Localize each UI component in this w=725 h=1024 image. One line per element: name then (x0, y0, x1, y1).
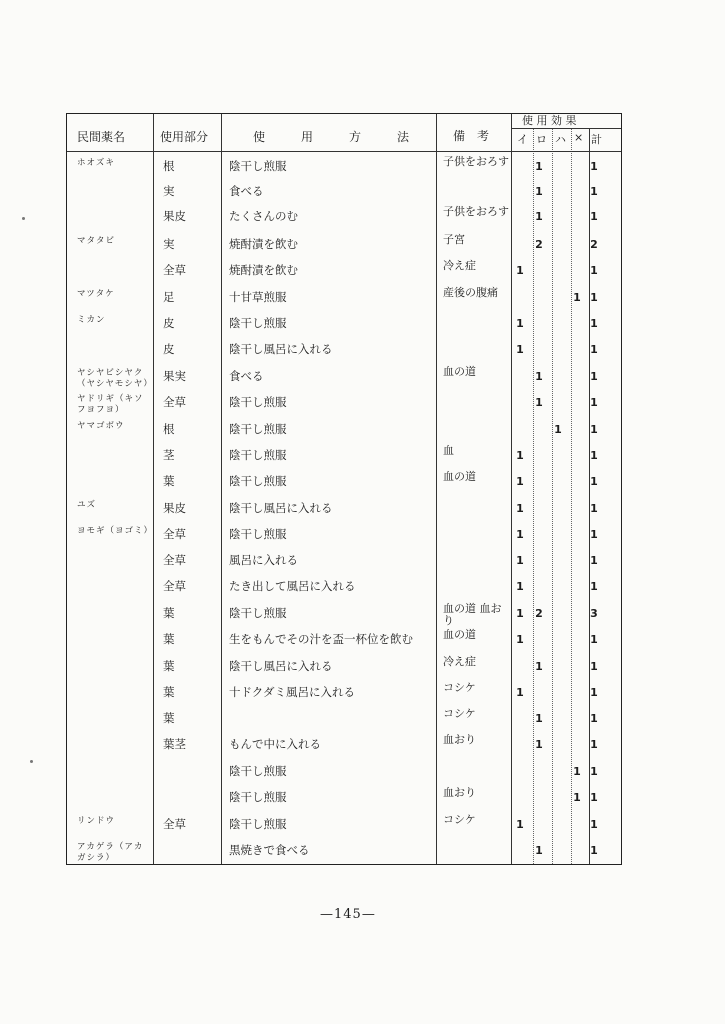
header-effect-group: 使 用 効 果 (522, 114, 577, 127)
usage-part: 全草 (163, 553, 186, 567)
effect-count: 1 (590, 660, 598, 673)
effect-count: 1 (535, 844, 543, 857)
effect-count: 1 (516, 343, 524, 356)
effect-count: 1 (535, 185, 543, 198)
herb-name: ヤドリギ（キソフヨフヨ） (77, 394, 144, 415)
effect-count: 1 (535, 210, 543, 223)
effect-count: 1 (590, 291, 598, 304)
usage-part: 葉 (163, 659, 175, 673)
herb-name: アカゲラ（アカガシラ） (77, 842, 144, 863)
usage-method: 十甘草煎服 (229, 290, 287, 304)
effect-count: 2 (535, 238, 543, 251)
usage-method: 陰干し煎服 (229, 395, 287, 409)
effect-count: 1 (590, 738, 598, 751)
herb-name: ヨモギ（ヨゴミ） (77, 526, 154, 536)
usage-method: 陰干し煎服 (229, 527, 287, 541)
header-effect-ro: ロ (536, 133, 547, 146)
usage-part: 茎 (163, 448, 175, 462)
effect-count: 1 (516, 317, 524, 330)
herb-name: マツタケ (77, 289, 115, 299)
effect-count: 1 (535, 712, 543, 725)
usage-method: 陰干し煎服 (229, 159, 287, 173)
effect-count: 1 (590, 554, 598, 567)
header-effect-i: イ (517, 133, 528, 146)
column-divider (436, 114, 437, 864)
usage-part: 皮 (163, 342, 175, 356)
header-bottom-line (67, 151, 621, 152)
effect-count: 1 (516, 633, 524, 646)
effect-count: 1 (573, 291, 581, 304)
usage-part: 全草 (163, 263, 186, 277)
page-number: —145— (320, 907, 376, 922)
usage-part: 根 (163, 422, 175, 436)
effect-count: 2 (590, 238, 598, 251)
effect-count: 1 (590, 370, 598, 383)
remarks: 子供をおろす (443, 205, 509, 218)
usage-part: 足 (163, 290, 175, 304)
column-divider (221, 114, 222, 864)
effect-count: 1 (590, 210, 598, 223)
effect-count: 1 (554, 423, 562, 436)
header-effect-total: 計 (591, 133, 602, 146)
remarks: 産後の腹痛 (443, 286, 498, 299)
effect-count: 1 (590, 686, 598, 699)
effect-count: 1 (516, 554, 524, 567)
herb-name: ヤマゴボウ (77, 421, 125, 431)
effect-count: 1 (590, 502, 598, 515)
usage-part: 果皮 (163, 209, 186, 223)
herb-name: マタタビ (77, 236, 116, 246)
effect-count: 1 (590, 185, 598, 198)
usage-method: 焼酎漬を飲む (229, 263, 298, 277)
usage-method: 陰干し煎服 (229, 448, 287, 462)
header-part: 使用部分 (160, 130, 209, 144)
remarks: コシケ (443, 681, 476, 694)
remarks: 子宮 (443, 233, 465, 246)
remarks: 冷え症 (443, 259, 476, 272)
herb-name: ユズ (77, 500, 97, 510)
usage-method: 十ドクダミ風呂に入れる (229, 685, 356, 699)
usage-method: 陰干し煎服 (229, 474, 287, 488)
remarks: 子供をおろす (443, 155, 509, 168)
margin-mark (22, 217, 25, 220)
effect-count: 1 (516, 818, 524, 831)
usage-part: 全草 (163, 817, 186, 831)
usage-method: 陰干し煎服 (229, 790, 287, 804)
effect-count: 1 (516, 449, 524, 462)
usage-part: 葉茎 (163, 737, 186, 751)
usage-method: 陰干し煎服 (229, 817, 287, 831)
usage-method: 陰干し風呂に入れる (229, 342, 333, 356)
remarks: 血おり (443, 786, 476, 799)
effect-count: 1 (590, 528, 598, 541)
effect-count: 1 (590, 264, 598, 277)
effect-count: 1 (590, 791, 598, 804)
usage-method: 焼酎漬を飲む (229, 237, 298, 251)
remarks: 血の道 (443, 365, 476, 378)
column-divider (153, 114, 154, 864)
usage-part: 皮 (163, 316, 175, 330)
usage-part: 葉 (163, 606, 175, 620)
herb-name: ミカン (77, 315, 106, 325)
effect-count: 1 (516, 528, 524, 541)
usage-method: 陰干し煎服 (229, 764, 287, 778)
remarks: 血おり (443, 733, 476, 746)
effect-count: 1 (516, 580, 524, 593)
remarks: コシケ (443, 813, 476, 826)
effect-count: 1 (516, 475, 524, 488)
usage-part: 実 (163, 237, 175, 251)
usage-part: 葉 (163, 685, 175, 699)
usage-method: 黒焼きで食べる (229, 843, 310, 857)
header-method: 使 用 方 法 (253, 130, 410, 144)
column-divider (511, 114, 512, 864)
usage-part: 果皮 (163, 501, 186, 515)
header-effect-x: × (574, 131, 584, 144)
usage-method: 陰干し煎服 (229, 316, 287, 330)
effect-header-line (511, 128, 621, 129)
effect-count: 1 (535, 370, 543, 383)
effect-count: 1 (516, 502, 524, 515)
usage-part: 実 (163, 184, 175, 198)
usage-method: もんで中に入れる (229, 737, 321, 751)
usage-method: 陰干し煎服 (229, 606, 287, 620)
usage-method: 陰干し風呂に入れる (229, 501, 333, 515)
effect-divider (552, 128, 553, 864)
usage-part: 葉 (163, 711, 175, 725)
remarks: 血の道 血おり (443, 602, 502, 627)
effect-count: 1 (535, 396, 543, 409)
effect-count: 1 (516, 607, 524, 620)
effect-count: 1 (535, 160, 543, 173)
margin-mark (30, 760, 33, 763)
medicine-table (66, 113, 622, 865)
effect-count: 1 (590, 423, 598, 436)
effect-count: 1 (590, 580, 598, 593)
effect-count: 1 (590, 844, 598, 857)
usage-part: 全草 (163, 579, 186, 593)
remarks: 血の道 (443, 628, 476, 641)
effect-count: 1 (590, 765, 598, 778)
header-effect-ha: ハ (555, 133, 566, 146)
usage-method: 陰干し風呂に入れる (229, 659, 333, 673)
effect-count: 1 (573, 791, 581, 804)
effect-count: 1 (535, 660, 543, 673)
effect-count: 1 (535, 738, 543, 751)
effect-count: 1 (516, 686, 524, 699)
usage-method: 生をもんでその汁を盃一杯位を飲む (229, 632, 413, 646)
effect-count: 1 (590, 712, 598, 725)
header-remarks: 備 考 (453, 129, 490, 143)
remarks: 血 (443, 444, 454, 457)
effect-count: 1 (590, 475, 598, 488)
herb-name: リンドウ (77, 816, 116, 826)
effect-count: 1 (590, 160, 598, 173)
effect-count: 1 (590, 396, 598, 409)
herb-name: ヤシヤビシヤク（ヤシヤモシヤ） (77, 368, 153, 389)
effect-count: 1 (590, 343, 598, 356)
usage-method: たくさんのむ (229, 209, 298, 223)
remarks: 血の道 (443, 470, 476, 483)
usage-part: 果実 (163, 369, 186, 383)
usage-method: 風呂に入れる (229, 553, 298, 567)
effect-count: 1 (590, 633, 598, 646)
usage-method: たき出して風呂に入れる (229, 579, 356, 593)
usage-part: 全草 (163, 527, 186, 541)
effect-count: 1 (573, 765, 581, 778)
usage-part: 全草 (163, 395, 186, 409)
usage-method: 食べる (229, 184, 264, 198)
effect-divider (571, 128, 572, 864)
effect-count: 2 (535, 607, 543, 620)
effect-count: 1 (516, 264, 524, 277)
remarks: コシケ (443, 707, 476, 720)
effect-count: 1 (590, 317, 598, 330)
effect-count: 3 (590, 607, 598, 620)
usage-method: 食べる (229, 369, 264, 383)
effect-count: 1 (590, 818, 598, 831)
usage-part: 葉 (163, 632, 175, 646)
header-name: 民間薬名 (77, 130, 126, 144)
usage-part: 根 (163, 159, 175, 173)
herb-name: ホオズキ (77, 158, 115, 168)
effect-count: 1 (590, 449, 598, 462)
usage-method: 陰干し煎服 (229, 422, 287, 436)
usage-part: 葉 (163, 474, 175, 488)
remarks: 冷え症 (443, 655, 476, 668)
